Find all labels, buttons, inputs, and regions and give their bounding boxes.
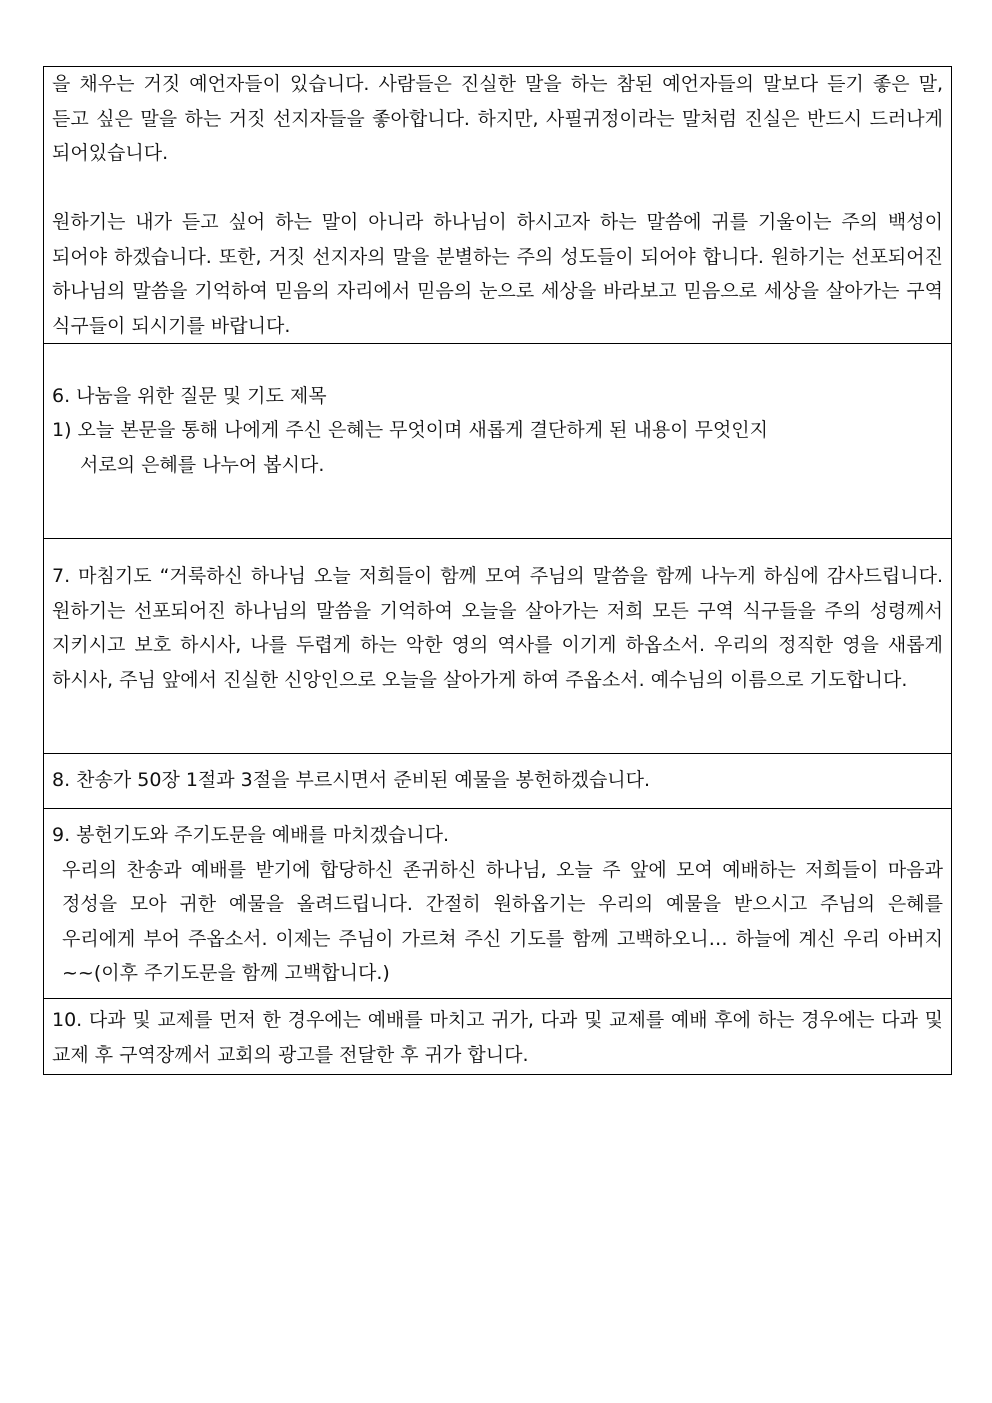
offering-prayer-cell [44, 809, 952, 999]
sermon-paragraph-2: 원하기는 내가 듣고 싶어 하는 말이 아니라 하나님이 하시고자 하는 말씀에 귀를 기울이는 주의 백성이 되어야 하겠습니다. 또한, 거짓 선지자의 말을 분별하는 주의 성도들이 되어야 합니다. 원하기는 선포되어진 하나님의 말씀을 기억하여 믿음의 자리에서 믿음의 눈으로 세상을 바라보고 믿음으로 세상을 살아가는 구역 식구들이 되시기를 바랍니다. [52, 211, 943, 337]
question-1-line-2: 서로의 은혜를 나누어 봅시다. [80, 453, 325, 476]
paragraph-spacer [52, 171, 943, 206]
section-top-spacer [52, 539, 943, 559]
sermon-conclusion-row [44, 67, 952, 344]
offering-prayer-row [44, 809, 952, 999]
section-top-spacer [52, 344, 943, 379]
question-1-line-1: 1) 오늘 본문을 통해 나에게 주신 은혜는 무엇이며 새롭게 결단하게 된 내용이 무엇인지 [52, 419, 769, 441]
closing-prayer-row [44, 539, 952, 754]
hymn-offering-text: 8. 찬송가 50장 1절과 3절을 부르시면서 준비된 예물을 봉헌하겠습니다. [52, 769, 651, 791]
fellowship-row [44, 999, 952, 1075]
sharing-questions-row [44, 344, 952, 539]
hymn-offering-row [44, 754, 952, 809]
fellowship-cell [44, 999, 952, 1075]
sermon-conclusion-cell [44, 67, 952, 344]
offering-prayer-text: 우리의 찬송과 예배를 받기에 합당하신 존귀하신 하나님, 오늘 주 앞에 모여 예배하는 저희들이 마음과 정성을 모아 귀한 예물을 올려드립니다. 간절히 원하옵기는 우리의 예물을 받으시고 주님의 은혜를 우리에게 부어 주옵소서. 이제는 주님이 가르쳐 주신 기도를 함께 고백하오니… 하늘에 계신 우리 아버지~~(이후 주기도문을 함께 고백합니다.) [62, 858, 943, 984]
sermon-paragraph-1: 을 채우는 거짓 예언자들이 있습니다. 사람들은 진실한 말을 하는 참된 예언자들의 말보다 듣기 좋은 말, 듣고 싶은 말을 하는 거짓 선지자들을 좋아합니다. 하지만, 사필귀정이라는 말처럼 진실은 반드시 드러나게 되어있습니다. [52, 73, 943, 164]
fellowship-text: 10. 다과 및 교제를 먼저 한 경우에는 예배를 마치고 귀가, 다과 및 교제를 예배 후에 하는 경우에는 다과 및 교제 후 구역장께서 교회의 광고를 전달한 후 귀가 합니다. [52, 1009, 943, 1066]
hymn-offering-cell [44, 754, 952, 809]
closing-prayer-cell [44, 539, 952, 754]
closing-prayer-text: 7. 마침기도 “거룩하신 하나님 오늘 저희들이 함께 모여 주님의 말씀을 함께 나누게 하심에 감사드립니다. 원하기는 선포되어진 하나님의 말씀을 기억하여 오늘을 살아가는 저희 모든 구역 식구들을 주의 성령께서 지키시고 보호 하시사, 나를 두렵게 하는 악한 영의 역사를 이기게 하옵소서. 우리의 정직한 영을 새롭게 하시사, 주님 앞에서 진실한 신앙인으로 오늘을 살아가게 하여 주옵소서. 예수님의 이름으로 기도합니다. [52, 565, 943, 691]
worship-order-table [43, 66, 952, 1075]
sharing-questions-cell [44, 344, 952, 539]
sharing-heading: 6. 나눔을 위한 질문 및 기도 제목 [52, 384, 327, 407]
offering-prayer-heading: 9. 봉헌기도와 주기도문을 예배를 마치겠습니다. [52, 824, 450, 846]
